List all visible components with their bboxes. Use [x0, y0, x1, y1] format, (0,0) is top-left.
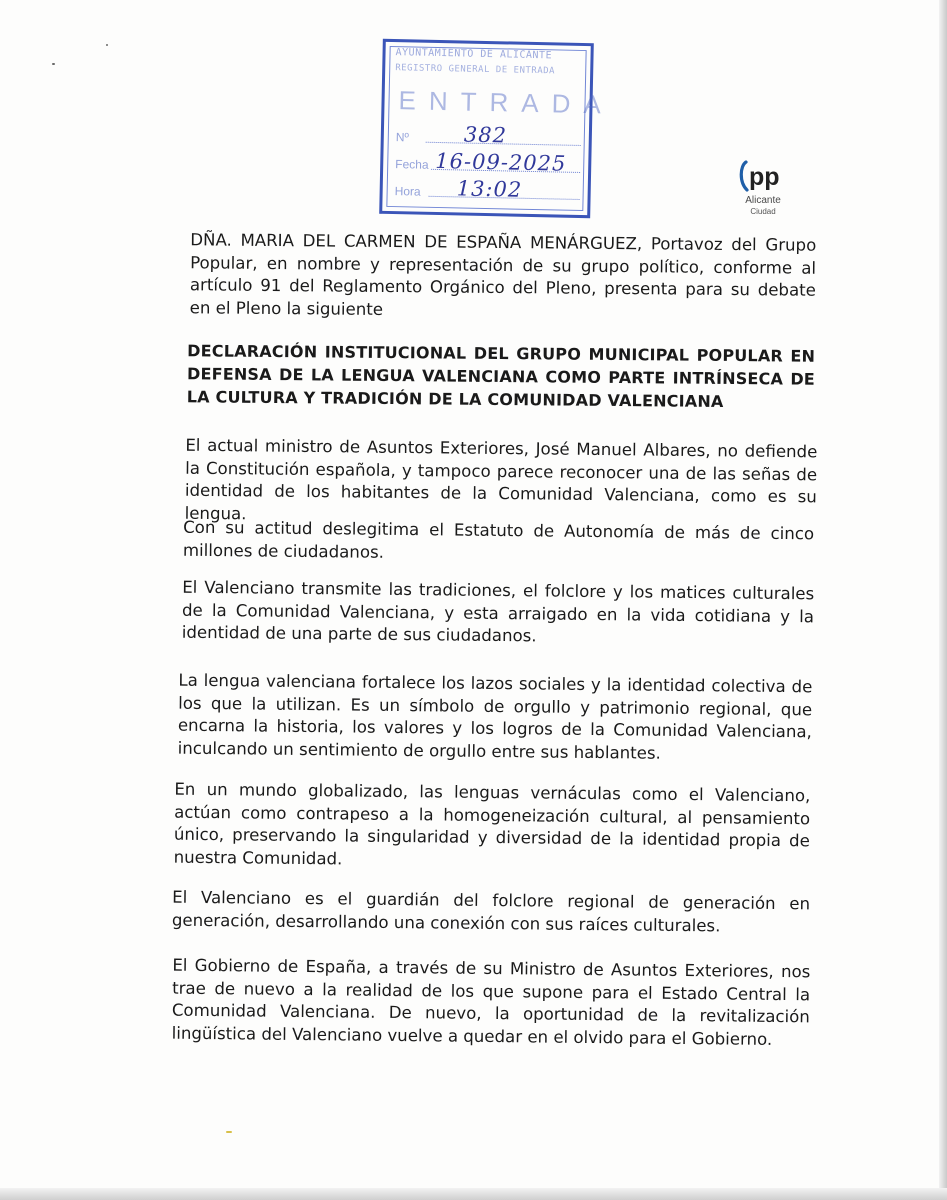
- declaration-title: DECLARACIÓN INSTITUCIONAL DEL GRUPO MUNICIPAL POPULAR EN DEFENSA DE LA LENGUA VALENCIANA COMO PARTE INTRÍNSECA DE LA CULTURA Y TRADICIÓN DE LA COMUNIDAD VALENCIANA: [186, 341, 816, 411]
- scan-speck: [226, 1131, 232, 1133]
- scan-edge-bottom: [0, 1188, 947, 1200]
- stamp-organization: AYUNTAMIENTO DE ALICANTE: [395, 47, 553, 62]
- stamp-time-value: 13:02: [456, 176, 523, 202]
- stamp-date-row: [395, 147, 581, 177]
- stamp-date-label: Fecha: [395, 157, 429, 172]
- scan-speck: [52, 63, 55, 65]
- body-paragraph: Con su actitud deslegitima el Estatuto de Autonomía de más de cinco millones de ciudadanos.: [182, 517, 815, 562]
- body-paragraph: La lengua valenciana fortalece los lazos sociales y la identidad colectiva de los que la utilizan. Es un símbolo de orgullo y patrimonio regional, que encarna la historia, los valores y los logros de la Comunidad Valenciana, inculcando un sentimiento de orgullo entre sus hablantes.: [177, 670, 813, 763]
- body-paragraph: El Valenciano es el guardián del folclore regional de generación en generación, desarrollando una conexión con sus raíces culturales.: [171, 887, 811, 935]
- stamp-department: REGISTRO GENERAL DE ENTRADA: [395, 63, 556, 77]
- body-paragraph: El Valenciano transmite las tradiciones, el folclore y los matices culturales de la Comunidad Valenciana, y esta arraigado en la vida cotidiana y la identidad de una parte de sus ciudadanos.: [181, 577, 815, 646]
- stamp-number-value: 382: [463, 122, 508, 148]
- body-paragraph: En un mundo globalizado, las lenguas vernáculas como el Valenciano, actúan como contrapeso a la homogeneización cultural, al pensamiento único, preservando la singularidad y diversidad de la identidad propia de nuestra Comunidad.: [173, 779, 811, 868]
- body-paragraph: El Gobierno de España, a través de su Ministro de Asuntos Exteriores, nos trae de nuevo a la realidad de los que supone para el Estado Central la Comunidad Valenciana. De nuevo, la oportunidad de la revitalización lingüística del Valenciano vuelve a quedar en el olvido para el Gobierno.: [171, 955, 811, 1049]
- stamp-time-label: Hora: [394, 184, 421, 199]
- stamp-number-label: Nº: [395, 130, 410, 145]
- stamp-date-value: 16-09-2025: [435, 148, 567, 176]
- stamp-number-row: [396, 120, 582, 150]
- stamp-title: ENTRADA: [398, 85, 615, 120]
- intro-paragraph: DÑA. MARIA DEL CARMEN DE ESPAÑA MENÁRGUEZ, Portavoz del Grupo Popular, en nombre y representación de su grupo político, conforme al artículo 91 del Reglamento Orgánico del Pleno, presenta para su debate en el Pleno la siguiente: [189, 230, 817, 319]
- body-paragraph: El actual ministro de Asuntos Exteriores, José Manuel Albares, no defiende la Constitución española, y tampoco parece reconocer una de las señas de identidad de los habitantes de la Comunidad Valenciana, como es su lengua.: [184, 435, 818, 523]
- logo-city: Alicante: [745, 195, 781, 206]
- scan-speck: [106, 44, 108, 46]
- pp-logo-icon: [736, 158, 792, 194]
- svg-text:pp: pp: [749, 163, 780, 191]
- logo-subtitle: Ciudad: [750, 207, 776, 216]
- party-logo: [732, 158, 806, 226]
- scan-edge-right: [939, 0, 947, 1200]
- stamp-time-row: [394, 174, 580, 204]
- registry-entry-stamp: [379, 39, 615, 218]
